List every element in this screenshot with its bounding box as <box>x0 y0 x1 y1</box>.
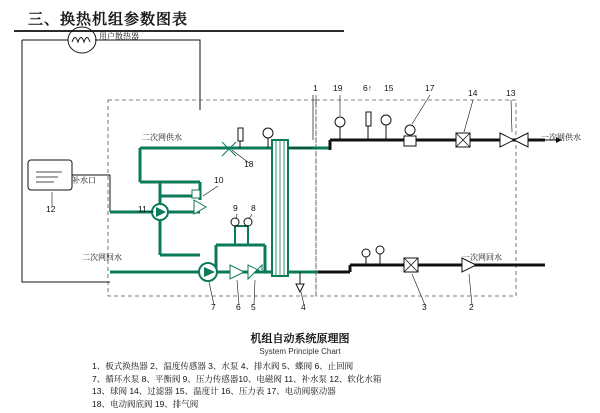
page-title: 三、换热机组参数图表 <box>28 11 189 28</box>
label-makeup-water-port: 补水口 <box>72 176 96 185</box>
legend-line-3: 13、球阀 14、过滤器 15、温度计 16、压力表 17、电动阀驱动器 <box>92 386 336 396</box>
callout-4: 4 <box>301 302 306 312</box>
callout-10: 10 <box>214 175 224 185</box>
label-secondary-return: 二次网回水 <box>82 253 122 262</box>
label-primary-return: 一次网回水 <box>462 253 502 262</box>
legend-line-4: 18、电动阀底阀 19、排气阀 <box>92 398 199 409</box>
caption-chinese: 机组自动系统原理图 <box>250 333 350 345</box>
callout-19: 19 <box>333 83 343 93</box>
legend-line-2: 7、循环水泵 8、平衡阀 9、压力传感器10、电磁阀 11、补水泵 12、软化水箱 <box>92 373 382 384</box>
callout-18: 18 <box>244 159 254 169</box>
callout-3: 3 <box>422 302 427 312</box>
callout-1: 1 <box>313 83 318 93</box>
label-secondary-supply: 二次网供水 <box>142 133 182 142</box>
callout-9: 9 <box>233 203 238 213</box>
callout-15: 15 <box>384 83 394 93</box>
callout-8: 8 <box>251 203 256 213</box>
callout-7: 7 <box>211 302 216 312</box>
legend-list <box>92 360 522 410</box>
legend-line-1: 1、板式换热器 2、温度传感器 3、水泵 4、排水阀 5、蝶阀 6、止回阀 <box>92 361 354 371</box>
callout-12: 12 <box>46 204 56 214</box>
callout-14: 14 <box>468 88 478 98</box>
caption-english: System Principle Chart <box>259 347 341 356</box>
callout-6-top: 6↑ <box>363 83 372 93</box>
callout-6: 6 <box>236 302 241 312</box>
callout-2: 2 <box>469 302 474 312</box>
callout-11: 11 <box>138 204 147 214</box>
callout-13: 13 <box>506 88 516 98</box>
callout-17: 17 <box>425 83 435 93</box>
callout-5: 5 <box>251 302 256 312</box>
label-user-radiator: 用户散热器 <box>99 32 139 41</box>
label-primary-supply: 一次网供水 <box>541 133 581 142</box>
